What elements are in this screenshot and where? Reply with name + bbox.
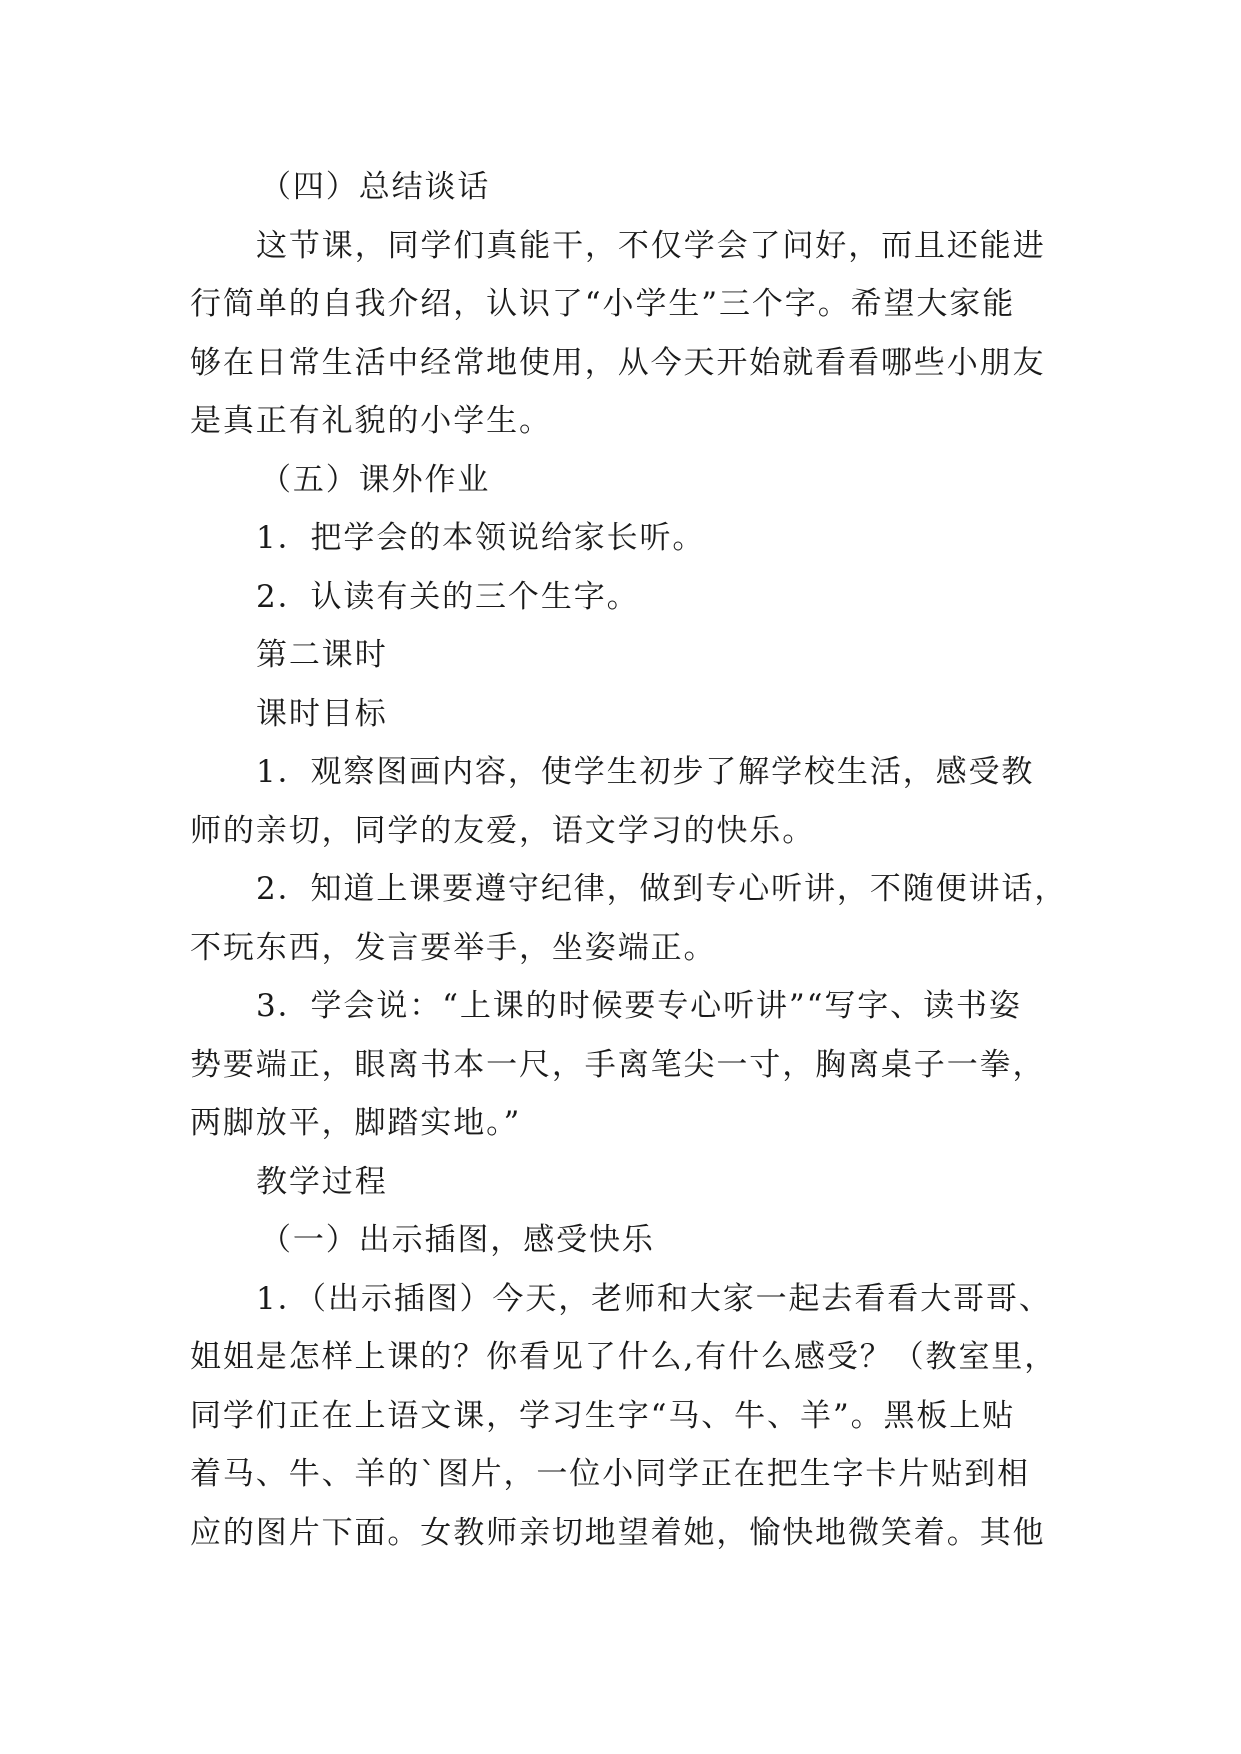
text-line: 1．观察图画内容，使学生初步了解学校生活，感受教 [256,754,1035,790]
text-line: 是真正有礼貌的小学生。 [190,403,552,439]
text-line: 行简单的自我介绍，认识了“小学生”三个字。希望大家能 [190,286,1016,322]
text-line: 应的图片下面。女教师亲切地望着她，愉快地微笑着。其他 [190,1514,1046,1551]
text-line: 2．认读有关的三个生字。 [256,578,640,615]
text-line: （五）课外作业 [260,461,491,498]
text-line: 课时目标 [256,695,388,732]
text-line: 两脚放平，脚踏实地。” [190,1105,522,1141]
text-line: 1．把学会的本领说给家长听。 [256,520,706,556]
text-line: 这节课，同学们真能干，不仅学会了问好，而且还能进 [256,227,1046,264]
text-line: 师的亲切，同学的友爱，语文学习的快乐。 [190,812,816,849]
text-line: 教学过程 [256,1163,388,1200]
text-line: 第二课时 [256,637,388,673]
text-line: （四）总结谈话 [260,169,491,205]
text-line: 1．（出示插图）今天，老师和大家一起去看看大哥哥、 [256,1280,1052,1317]
text-line: 着马、牛、羊的`图片，一位小同学正在把生字卡片贴到相 [190,1456,1030,1492]
text-line: 不玩东西，发言要举手，坐姿端正。 [190,929,717,966]
text-line: 同学们正在上语文课，学习生字“马、牛、羊”。黑板上贴 [190,1397,1016,1434]
text-line: 姐姐是怎样上课的？你看见了什么,有什么感受？（教室里， [190,1339,1058,1375]
text-line: 3．学会说：“上课的时候要专心听讲”“写字、读书姿 [256,988,1022,1024]
document-body [190,158,1068,1562]
text-line: 势要端正，眼离书本一尺，手离笔尖一寸，胸离桌子一拳， [190,1046,1046,1083]
text-line: 2．知道上课要遵守纪律，做到专心听讲，不随便讲话， [256,871,1068,907]
text-line: 够在日常生活中经常地使用，从今天开始就看看哪些小朋友 [190,344,1046,381]
text-line: （一）出示插图，感受快乐 [260,1222,655,1258]
